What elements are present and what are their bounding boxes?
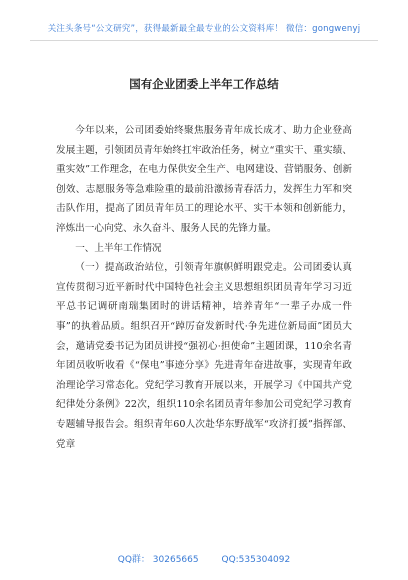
header-promo-text: 关注头条号“公文研究”，获得最新最全最专业的公文资料库！ 微信：gongwenyj	[47, 24, 361, 34]
paragraph-section-1: （一）提高政治站位，引领青年旗帜鲜明跟党走。公司团委认真宣传贯彻习近平新时代中国特色社会主义思想组织团员青年学习习近平总书记调研南瑞集团时的讲话精神，培养青年“一辈子办成一件事”的执着品质。组织召开“踔厉奋发新时代·争先进位新局面”团员大会，邀请党委书记为团员讲授“强初心·担使命”主题团课，110余名青年团员收听收看《“保电”事迹分享》先进青年奋进故事，实现青年政治理论学习常态化。党纪学习教育开展以来，开展学习《中国共产党纪律处分条例》22次，组织110余名团员青年参加公司党纪学习教育专题辅导报告会。组织青年60人次赴华东野战军“攻济打援”指挥部、党章	[56, 262, 352, 450]
paragraph-intro: 今年以来，公司团委始终聚焦服务青年成长成才、助力企业登高发展主题，引领团员青年始终扛牢政治任务，树立“重实干、重实绩、重实效”工作理念，在电力保供安全生产、电网建设、营销服务、创新创效、志愿服务等急难险重的最前沿激扬青春活力，发挥生力军和突击队作用，提高了团员青年员工的理论水平、实干本领和创新能力，淬炼出一心向党、永久奋斗、服务人民的先锋力量。	[56, 125, 352, 234]
footer-contact	[0, 552, 408, 565]
section-heading: 一、上半年工作情况	[75, 242, 162, 254]
header-divider	[30, 40, 378, 41]
footer-qq-group: QQ群： 30265665	[117, 555, 199, 565]
document-body	[56, 121, 352, 454]
document-title: 国有企业团委上半年工作总结	[129, 77, 279, 91]
footer-qq-number: QQ:535304092	[221, 555, 291, 565]
